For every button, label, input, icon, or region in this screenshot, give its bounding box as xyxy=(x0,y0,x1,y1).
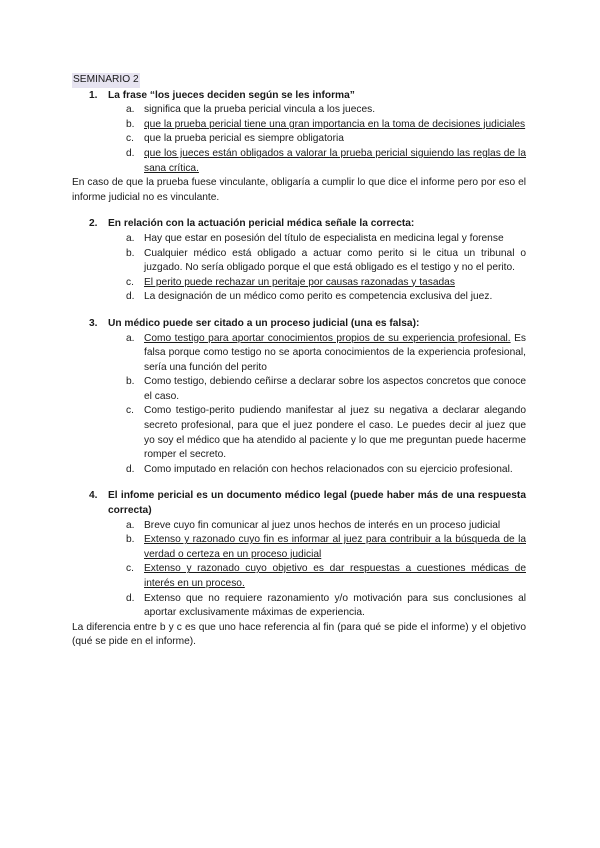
option-4c xyxy=(72,562,526,591)
option-letter: c. xyxy=(126,563,134,575)
option-3d xyxy=(72,463,526,478)
option-text: significa que la prueba pericial vincula a los jueces. xyxy=(144,104,376,116)
question-1 xyxy=(72,89,526,104)
option-letter: b. xyxy=(126,376,135,388)
option-text: Hay que estar en posesión del título de especialista en medicina legal y forense xyxy=(144,232,504,244)
option-text: La designación de un médico como perito es competencia exclusiva del juez. xyxy=(144,291,493,303)
option-3c xyxy=(72,404,526,462)
question-text: La frase “los jueces deciden según se les informa” xyxy=(108,89,355,101)
option-2b xyxy=(72,247,526,276)
question-3 xyxy=(72,317,526,332)
option-4b xyxy=(72,533,526,562)
option-letter: a. xyxy=(126,232,135,244)
option-3a xyxy=(72,332,526,376)
question-2 xyxy=(72,217,526,232)
option-text-correct: que la prueba pericial tiene una gran importancia en la toma de decisiones judiciales xyxy=(144,118,526,130)
question-2-options xyxy=(72,232,526,305)
question-3-options xyxy=(72,332,526,478)
option-letter: d. xyxy=(126,147,135,159)
question-4-options xyxy=(72,519,526,621)
option-letter: b. xyxy=(126,118,135,130)
option-letter: b. xyxy=(126,534,135,546)
option-4a xyxy=(72,519,526,534)
document-page xyxy=(72,73,526,650)
option-2d xyxy=(72,290,526,305)
option-letter: c. xyxy=(126,276,134,288)
question-4-note: La diferencia entre b y c es que uno hace referencia al fin (para qué se pide el informe) y el objetivo (qué se pide en el informe). xyxy=(72,621,526,648)
option-text: Como imputado en relación con hechos relacionados con su ejercicio profesional. xyxy=(144,463,513,475)
question-number: 2. xyxy=(89,218,98,230)
option-text-correct: Como testigo para aportar conocimientos propios de su experiencia profesional. xyxy=(144,332,511,344)
option-letter: a. xyxy=(126,519,135,531)
option-letter: d. xyxy=(126,463,135,475)
option-letter: b. xyxy=(126,247,135,259)
option-letter: d. xyxy=(126,291,135,303)
question-text: El infome pericial es un documento médico legal (puede haber más de una respuesta correcta) xyxy=(108,490,526,517)
option-letter: c. xyxy=(126,133,134,145)
question-text: Un médico puede ser citado a un proceso judicial (una es falsa): xyxy=(108,317,420,329)
option-text: Cualquier médico está obligado a actuar como perito si le citua un tribunal o juzgado. No sería obligado porque el que está obligado es el testigo y no el perito. xyxy=(144,247,526,274)
option-text-correct: que los jueces están obligados a valorar la prueba pericial siguiendo las reglas de la sana crítica. xyxy=(144,147,526,174)
question-text: En relación con la actuación pericial médica señale la correcta: xyxy=(108,218,415,230)
option-letter: c. xyxy=(126,405,134,417)
option-letter: d. xyxy=(126,592,135,604)
document-title: SEMINARIO 2 xyxy=(72,73,140,88)
option-text: que la prueba pericial es siempre obligatoria xyxy=(144,133,344,145)
option-explanation: Es falsa porque como testigo no se aporta conocimientos de la experiencia profesional, sería una función del perito xyxy=(144,332,526,373)
option-text-correct: Extenso y razonado cuyo fin es informar al juez para contribuir a la búsqueda de la verdad o certeza en un proceso judicial xyxy=(144,534,526,560)
option-1a xyxy=(72,103,526,118)
option-text: Como testigo, debiendo ceñirse a declarar sobre los aspectos concretos que conoce el caso. xyxy=(144,376,526,402)
question-number: 4. xyxy=(89,490,98,502)
option-1b xyxy=(72,118,526,133)
option-4d xyxy=(72,592,526,621)
question-number: 3. xyxy=(89,317,98,329)
option-1c xyxy=(72,132,526,147)
option-text: Extenso que no requiere razonamiento y/o motivación para sus conclusiones al aportar exclusivamente máximas de experiencia. xyxy=(144,592,526,619)
option-2c xyxy=(72,276,526,291)
option-text: Como testigo-perito pudiendo manifestar al juez su negativa a declarar alegando secreto profesional, para que el juez pondere el caso. Le puedes decir al juez que yo soy el médico que ha atendido al paciente y lo que me preguntan puede hacerme romper el secreto. xyxy=(144,405,526,461)
option-text-correct: El perito puede rechazar un peritaje por causas razonadas y tasadas xyxy=(144,276,455,288)
option-letter: a. xyxy=(126,332,135,344)
question-number: 1. xyxy=(89,89,98,101)
option-text-correct: Extenso y razonado cuyo objetivo es dar respuestas a cuestiones médicas de interés en un proceso. xyxy=(144,563,526,589)
question-1-note: En caso de que la prueba fuese vinculante, obligaría a cumplir lo que dice el informe pero por eso el informe judicial no es vinculante. xyxy=(72,177,526,203)
option-3b xyxy=(72,375,526,404)
option-text: Breve cuyo fin comunicar al juez unos hechos de interés en un proceso judicial xyxy=(144,519,501,531)
option-1d xyxy=(72,147,526,176)
question-1-options xyxy=(72,103,526,176)
option-letter: a. xyxy=(126,104,135,116)
question-4 xyxy=(72,489,526,518)
option-2a xyxy=(72,232,526,247)
